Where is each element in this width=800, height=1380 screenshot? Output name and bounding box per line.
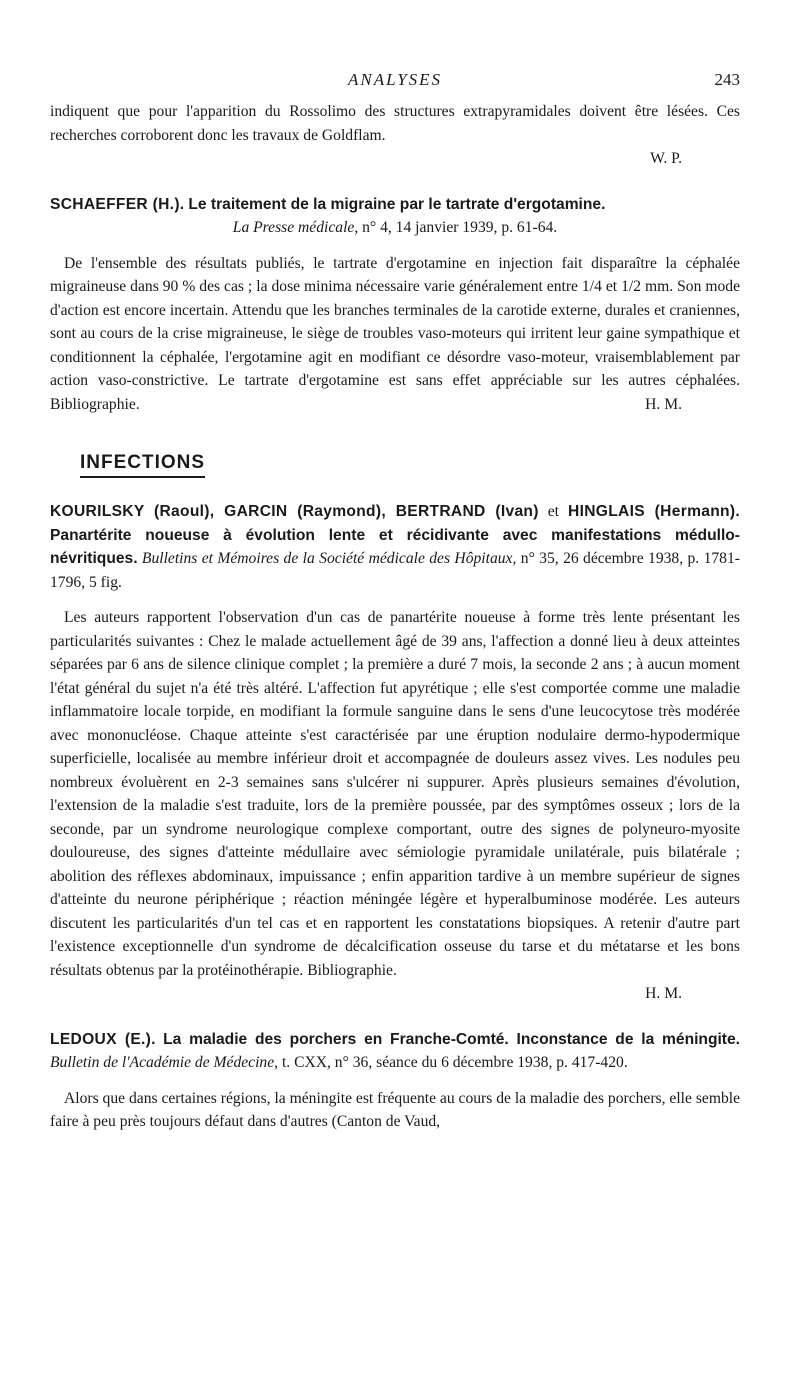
entry-author: LEDOUX (E.). [50, 1030, 156, 1048]
abstract-entry-kourilsky [50, 500, 740, 1006]
entry-source-journal: Bulletins et Mémoires de la Société médicale des Hôpitaux, [141, 550, 517, 567]
entry-body: Alors que dans certaines régions, la méningite est fréquente au cours de la maladie des porchers, elle semble faire à peu près toujours défaut dans d'autres (Canton de Vaud, [50, 1089, 740, 1130]
entry-source-journal: La Presse médicale, [232, 219, 359, 236]
abstract-entry-ledoux [50, 1028, 740, 1134]
entry-source-details: n° 35, 26 décembre 1938, p. 1781-1796, 5 fig. [50, 550, 740, 591]
section-heading: INFECTIONS [80, 452, 205, 478]
entry-signature: H. M. [645, 395, 682, 413]
entry-source-details: t. CXX, n° 36, séance du 6 décembre 1938, p. 417-420. [281, 1054, 628, 1071]
entry-signature: H. M. [645, 985, 682, 1002]
entry-heading [50, 1028, 740, 1075]
entry-authors-conjunction: et [547, 503, 560, 520]
abstract-entry-schaeffer [50, 193, 740, 417]
entry-source-details: n° 4, 14 janvier 1939, p. 61-64. [362, 219, 558, 236]
continuation-signature: W. P. [650, 150, 682, 167]
entry-body: De l'ensemble des résultats publiés, le tartrate d'ergotamine en injection fait disparaître la céphalée migraineuse dans 90 % des cas ; la dose minima nécessaire varie généralement entre 1/4 et 1/2 mm. Son mode d'action est encore incertain. Attendu que les branches terminales de la carotide externe, durales et craniennes, sont au cours de la crise migraineuse, le siège de troubles vaso-moteurs qui irritent leur gaine sympathique et conditionnent la céphalée, l'ergotamine agit en modifiant ce désordre vaso-moteur, vraisemblablement par action vaso-constrictive. Le tartrate d'ergotamine est sans effet appréciable sur les autres céphalées. Bibliographie. [50, 254, 740, 413]
running-title: ANALYSES [347, 70, 443, 89]
entry-body: Les auteurs rapportent l'observation d'un cas de panartérite noueuse à forme très lente présentant les particularités suivantes : Chez le malade actuellement âgé de 39 ans, l'affection a donné lieu à deux atteintes séparées par 6 ans de silence clinique complet ; la première a duré 7 mois, la seconde 2 ans ; à aucun moment l'état général du sujet n'a été très altéré. L'affection fut apyrétique ; elle s'est comportée comme une maladie inflammatoire locale torpide, en modifiant la formule sanguine dans le sens d'une leucocytose très modérée avec mononucléose. Chaque atteinte s'est caractérisée par une éruption nodulaire dermo-hypodermique superficielle, localisée au membre inférieur droit et accompagnée de douleurs assez vives. Les nodules peu nombreux évoluèrent en 2-3 semaines sans s'ulcérer ni suppurer. Après plusieurs semaines d'évolution, l'extension de la maladie s'est traduite, lors de la première poussée, par des symptômes osseux ; lors de la seconde, par un syndrome neurologique complexe comportant, outre des signes de polyneuro-myosite douloureuse, des signes d'atteinte médullaire avec sémiologie pyramidale unilatérale, puis bilatérale ; abolition des réflexes abdominaux, impuissance ; enfin apparition tardive à un membre supérieur de signes d'atteinte du neurone périphérique ; réaction méningée légère et hyperalbuminose modérée. Les auteurs discutent les particularités d'un tel cas et en rapportent les constatations biopsiques. A retenir d'autre part l'existence exceptionnelle d'un syndrome de décalcification osseuse du tarse et du métatarse et les bons résultats obtenus par la protéinothérapie. Bibliographie. [50, 609, 740, 979]
entry-author: SCHAEFFER (H.). [50, 195, 185, 213]
continuation-text: indiquent que pour l'apparition du Rossolimo des structures extrapyramidales doivent être lésées. Ces recherches corroborent donc les travaux de Goldflam. [50, 103, 740, 144]
entry-title: Panartérite noueuse à évolution lente et récidivante avec manifestations médullo-névritiques. [50, 526, 740, 567]
entry-authors-last: HINGLAIS (Hermann). [568, 503, 740, 520]
entry-source-journal: Bulletin de l'Académie de Médecine, [50, 1054, 279, 1071]
entry-source [50, 216, 740, 240]
running-header [50, 70, 740, 100]
entry-heading [50, 193, 740, 217]
entry-title: Le traitement de la migraine par le tartrate d'ergotamine. [188, 195, 606, 213]
page-number: 243 [714, 70, 740, 89]
page [50, 70, 740, 1134]
entry-authors: KOURILSKY (Raoul), GARCIN (Raymond), BERTRAND (Ivan) [50, 503, 539, 520]
entry-heading [50, 500, 740, 594]
entry-title: La maladie des porchers en Franche-Comté. Inconstance de la méningite. [163, 1030, 741, 1048]
